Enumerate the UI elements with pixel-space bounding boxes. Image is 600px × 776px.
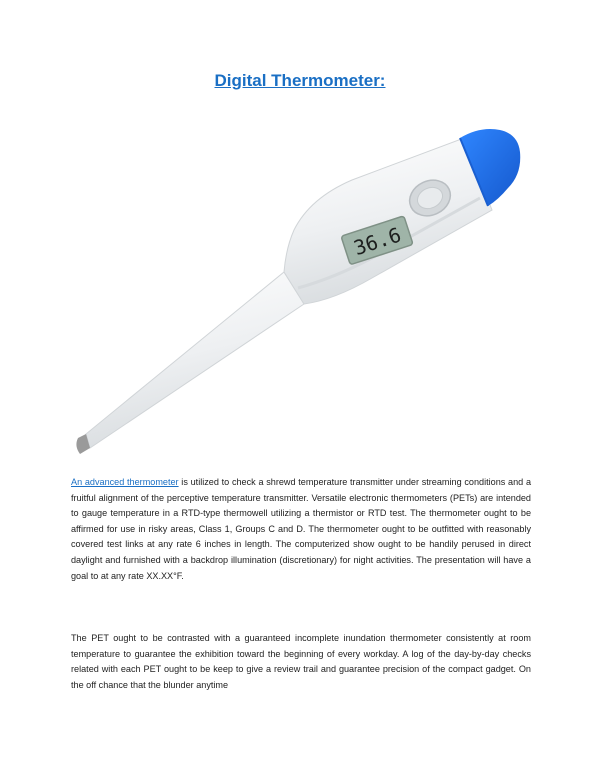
page-title: Digital Thermometer:: [214, 71, 386, 90]
paragraph-1-text: is utilized to check a shrewd temperature transmitter under streaming conditions and a fruitful alignment of the perceptive temperature transmitter. Versatile electronic thermometers (PETs) are intended to gauge temperature in a RTD-type thermowell utilizing a thermistor or RTD test. The thermometer ought to be affirmed for use in risky areas, Class 1, Groups C and D. The thermometer ought to be outfitted with reasonably covered test links at any rate 6 inches in length. The computerized show ought to be handily perused in direct daylight and furnished with a backdrop illumination (discretionary) for night activities. The presentation will have a goal to at any rate XX.XX°F.: [71, 477, 531, 581]
paragraph-1: [71, 475, 531, 584]
thermometer-illustration: [72, 118, 532, 458]
probe-stem: [86, 272, 304, 448]
temperature-reading: 36.6: [350, 222, 404, 261]
paragraph-2: The PET ought to be contrasted with a guaranteed incomplete inundation thermometer consistently at room temperature to guarantee the exhibition toward the beginning of every workday. A log of the day-by-day checks related with each PET ought to be keep to give a review trail and guarantee precision of the compact gadget. On the off chance that the blunder anytime: [71, 633, 531, 690]
advanced-thermometer-link[interactable]: An advanced thermometer: [71, 477, 179, 487]
